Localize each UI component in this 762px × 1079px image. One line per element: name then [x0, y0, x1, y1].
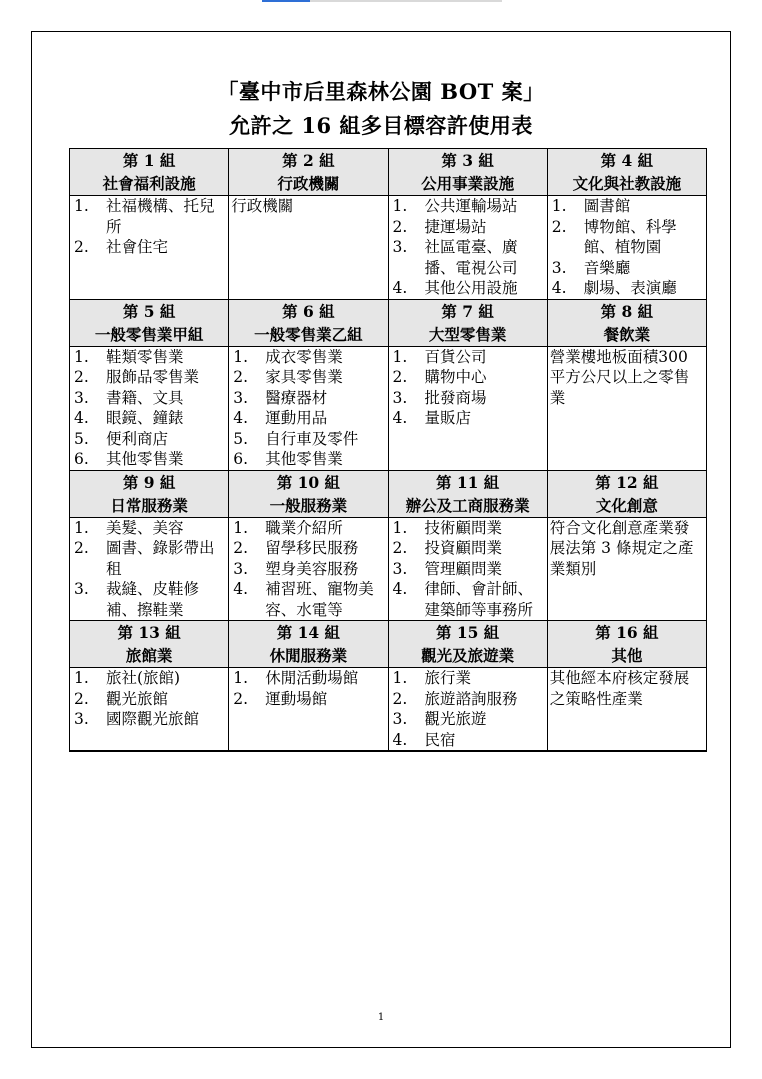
list-item-number: 2.: [551, 217, 567, 236]
list-item-number: 1.: [233, 518, 249, 537]
list-item-number: 3.: [551, 258, 567, 277]
list-item: [229, 408, 387, 429]
list-item-text: 醫療器材: [265, 388, 328, 407]
list-item-number: 2.: [392, 539, 408, 557]
list-item-text: 圖書、錄影帶出租: [106, 539, 215, 578]
list-item-number: 4.: [392, 409, 408, 427]
list-item: [229, 388, 387, 409]
group-item-list: [389, 518, 547, 621]
list-item-text: 裁縫、皮鞋修補、擦鞋業: [106, 580, 200, 619]
group-number: 第 12 組: [595, 472, 659, 492]
list-item: [229, 559, 387, 580]
group-content: [547, 196, 706, 300]
list-item: [389, 237, 547, 278]
group-number: 第 5 組: [122, 301, 176, 321]
group-item-list: [389, 347, 547, 429]
list-item-number: 4.: [392, 730, 408, 749]
list-item: [389, 559, 547, 580]
group-name: 行政機關: [277, 174, 340, 193]
list-item: [229, 367, 387, 388]
list-item-text: 服飾品零售業: [106, 368, 200, 386]
list-item-text: 民宿: [424, 730, 456, 749]
group-content: [70, 196, 229, 300]
list-item: [389, 668, 547, 689]
group-description: 營業樓地板面積300 平方公尺以上之零售業: [549, 347, 690, 407]
list-item: [389, 408, 547, 429]
list-item-text: 律師、會計師、建築師等事務所: [424, 580, 534, 619]
group-content-row: [70, 517, 707, 621]
list-item-text: 職業介紹所: [265, 518, 343, 537]
list-item-number: 1.: [392, 669, 408, 687]
group-name: 文化與社教設施: [572, 174, 682, 193]
list-item-text: 運動場館: [265, 689, 328, 708]
group-name: 觀光及旅遊業: [421, 646, 515, 665]
list-item-text: 書籍、文具: [106, 388, 184, 407]
list-item: [70, 449, 228, 470]
list-item: [389, 538, 547, 559]
list-item-number: 1.: [74, 518, 89, 537]
list-item-text: 百貨公司: [424, 347, 487, 366]
group-content-row: [70, 196, 707, 300]
group-item-list: [229, 518, 387, 621]
list-item-number: 5.: [74, 429, 89, 448]
list-item-text: 成衣零售業: [265, 347, 343, 366]
list-item: [70, 367, 228, 388]
list-item-text: 自行車及零件: [265, 429, 359, 448]
group-header: [229, 470, 388, 517]
list-item-number: 2.: [392, 368, 408, 386]
group-item-list: [229, 347, 387, 470]
page-number: 1: [377, 1012, 385, 1023]
group-name: 大型零售業: [428, 324, 507, 344]
list-item-number: 5.: [233, 429, 249, 448]
list-item-number: 2.: [233, 368, 249, 386]
list-item-number: 3.: [392, 559, 408, 578]
group-name: 日常服務業: [110, 495, 188, 515]
list-item: [548, 278, 706, 299]
list-item: [389, 278, 547, 299]
list-item: [70, 237, 228, 258]
group-number: 第 16 組: [595, 623, 659, 642]
list-item-text: 其他零售業: [106, 450, 184, 468]
group-header: [388, 621, 547, 668]
list-item-text: 國際觀光旅館: [106, 710, 200, 728]
list-item-number: 1.: [233, 347, 249, 366]
list-item: [229, 579, 387, 620]
list-item-number: 3.: [392, 710, 408, 728]
list-item-number: 2.: [74, 238, 89, 256]
group-header: [70, 470, 229, 517]
group-header: [547, 299, 706, 346]
group-name: 一般零售業甲組: [94, 324, 204, 344]
list-item: [70, 709, 228, 730]
group-header: [388, 470, 547, 517]
list-item-number: 1.: [233, 669, 249, 687]
list-item: [229, 668, 387, 689]
list-item: [70, 668, 228, 689]
list-item-text: 社福機構、托兒所: [106, 197, 215, 236]
list-item-text: 旅行業: [424, 669, 472, 687]
group-content: [229, 196, 388, 300]
group-header: [70, 149, 229, 196]
list-item-text: 便利商店: [106, 429, 169, 448]
list-item-text: 量販店: [424, 409, 472, 427]
group-description: 行政機關: [231, 197, 294, 215]
list-item-number: 2.: [74, 368, 89, 386]
list-item-text: 圖書館: [583, 197, 631, 215]
group-number: 第 8 組: [600, 301, 654, 321]
group-content: [388, 196, 547, 300]
list-item: [548, 258, 706, 279]
list-item-text: 塑身美容服務: [265, 559, 359, 578]
list-item-text: 運動用品: [265, 409, 328, 427]
list-item-number: 1.: [74, 669, 89, 687]
list-item-text: 劇場、表演廳: [583, 279, 677, 297]
group-item-list: [229, 668, 387, 709]
group-item-list: [70, 196, 228, 258]
group-content-row: [70, 346, 707, 470]
list-item-text: 其他公用設施: [424, 279, 518, 297]
group-header-row: [70, 621, 707, 668]
list-item-text: 旅社(旅館): [106, 669, 181, 687]
group-name: 文化創意: [595, 495, 658, 515]
group-header: [70, 621, 229, 668]
list-item-number: 1.: [392, 347, 408, 366]
list-item: [229, 689, 387, 710]
list-item-text: 公共運輸場站: [424, 197, 518, 215]
group-number: 第 9 組: [122, 472, 176, 492]
list-item: [389, 347, 547, 368]
group-header: [70, 299, 229, 346]
list-item: [389, 730, 547, 751]
list-item: [70, 408, 228, 429]
list-item-text: 觀光旅館: [106, 689, 169, 708]
group-header-row: [70, 470, 707, 517]
group-content: [229, 517, 388, 621]
group-number: 第 13 組: [117, 623, 181, 642]
group-name: 公用事業設施: [421, 174, 515, 193]
list-item: [389, 196, 547, 217]
group-header: [229, 149, 388, 196]
list-item-number: 4.: [233, 580, 249, 598]
list-item: [70, 518, 228, 539]
list-item-text: 休閒活動場館: [265, 669, 359, 687]
list-item-number: 2.: [233, 689, 249, 708]
list-item-number: 4.: [551, 279, 567, 297]
group-header-row: [70, 149, 707, 196]
group-content: [70, 517, 229, 621]
list-item-number: 3.: [74, 388, 89, 407]
group-number: 第 1 組: [122, 151, 176, 170]
group-header: [547, 621, 706, 668]
list-item-number: 4.: [392, 580, 408, 598]
group-number: 第 4 組: [600, 151, 654, 170]
list-item-number: 6.: [74, 450, 89, 468]
group-number: 第 11 組: [435, 472, 500, 492]
group-number: 第 10 組: [276, 472, 341, 492]
list-item: [389, 388, 547, 409]
list-item-number: 4.: [74, 409, 89, 427]
list-item-text: 博物館、科學館、植物園: [583, 217, 677, 256]
list-item-text: 社區電臺、廣播、電視公司: [424, 238, 518, 277]
list-item: [389, 217, 547, 238]
group-item-list: [70, 518, 228, 621]
list-item-number: 1.: [74, 197, 89, 215]
list-item-number: 3.: [74, 580, 89, 598]
list-item-text: 旅遊諮詢服務: [424, 689, 518, 708]
group-item-list: [70, 347, 228, 470]
group-item-list: [389, 196, 547, 299]
list-item-text: 美髮、美容: [106, 518, 184, 537]
group-name: 一般服務業: [269, 495, 348, 515]
group-header: [547, 470, 706, 517]
list-item-text: 補習班、寵物美容、水電等: [265, 580, 374, 619]
list-item: [548, 217, 706, 258]
list-item-text: 留學移民服務: [265, 539, 359, 557]
usage-groups-table: [69, 148, 707, 752]
header-rule: [310, 0, 502, 2]
list-item-number: 2.: [392, 217, 408, 236]
list-item-text: 技術顧問業: [424, 518, 503, 537]
list-item: [389, 367, 547, 388]
document-subtitle: 允許之 16 組多目標容許使用表: [229, 113, 533, 138]
list-item: [70, 689, 228, 710]
document-title: 「臺中市后里森林公園 BOT 案」: [217, 79, 545, 104]
list-item: [229, 347, 387, 368]
group-content: [547, 517, 706, 621]
list-item-text: 社會住宅: [106, 238, 169, 256]
list-item-number: 1.: [551, 197, 567, 215]
list-item: [548, 196, 706, 217]
list-item-number: 3.: [233, 559, 249, 578]
group-content: [229, 668, 388, 752]
group-header: [229, 299, 388, 346]
list-item: [70, 538, 228, 579]
list-item: [389, 579, 547, 620]
list-item-number: 2.: [392, 689, 408, 708]
group-name: 其他: [611, 646, 643, 665]
list-item-text: 捷運場站: [424, 217, 487, 236]
list-item-number: 2.: [233, 539, 249, 557]
list-item: [70, 388, 228, 409]
list-item-number: 4.: [233, 409, 249, 427]
group-content: [388, 668, 547, 752]
list-item-number: 3.: [74, 710, 89, 728]
list-item-number: 2.: [74, 689, 89, 708]
group-number: 第 15 組: [435, 623, 500, 642]
list-item-number: 6.: [233, 450, 249, 468]
list-item-text: 批發商場: [424, 388, 487, 407]
list-item-number: 4.: [392, 279, 408, 297]
list-item-text: 音樂廳: [583, 258, 631, 277]
list-item-number: 1.: [392, 518, 408, 537]
group-item-list: [389, 668, 547, 750]
list-item-number: 2.: [74, 539, 89, 557]
list-item-number: 3.: [392, 388, 408, 407]
group-number: 第 3 組: [441, 151, 494, 170]
group-number: 第 2 組: [282, 151, 335, 170]
list-item: [389, 689, 547, 710]
list-item: [229, 429, 387, 450]
list-item: [389, 709, 547, 730]
group-name: 辦公及工商服務業: [405, 495, 530, 515]
group-header: [229, 621, 388, 668]
list-item-text: 管理顧問業: [424, 559, 503, 578]
group-content: [70, 346, 229, 470]
group-number: 第 7 組: [441, 301, 494, 321]
list-item: [229, 538, 387, 559]
group-content: [547, 346, 706, 470]
list-item-number: 3.: [392, 238, 408, 256]
group-content: [547, 668, 706, 752]
list-item: [70, 347, 228, 368]
list-item: [70, 429, 228, 450]
group-description: 符合文化創意產業發展法第 3 條規定之產業類別: [549, 518, 694, 578]
list-item-text: 投資顧問業: [424, 539, 503, 557]
group-content: [388, 346, 547, 470]
group-item-list: [548, 196, 706, 299]
list-item-text: 觀光旅遊: [424, 710, 487, 728]
list-item: [70, 579, 228, 620]
group-header: [547, 149, 706, 196]
header-accent-bar: [262, 0, 310, 2]
list-item-text: 鞋類零售業: [106, 347, 184, 366]
list-item-number: 1.: [74, 347, 89, 366]
list-item: [389, 518, 547, 539]
group-number: 第 6 組: [282, 301, 335, 321]
group-number: 第 14 組: [276, 623, 341, 642]
list-item-number: 3.: [233, 388, 249, 407]
group-content: [388, 517, 547, 621]
group-name: 旅館業: [125, 646, 173, 665]
group-name: 餐飲業: [603, 324, 651, 344]
list-item-text: 家具零售業: [265, 368, 343, 386]
group-name: 休閒服務業: [269, 646, 348, 665]
list-item: [229, 449, 387, 470]
group-item-list: [70, 668, 228, 730]
list-item: [70, 196, 228, 237]
list-item-number: 1.: [392, 197, 408, 215]
list-item-text: 購物中心: [424, 368, 487, 386]
group-header: [388, 299, 547, 346]
group-description: 其他經本府核定發展之策略性產業: [549, 669, 690, 708]
list-item-text: 眼鏡、鐘錶: [106, 409, 184, 427]
group-header: [388, 149, 547, 196]
group-content: [70, 668, 229, 752]
list-item-text: 其他零售業: [265, 450, 343, 468]
group-name: 一般零售業乙組: [254, 324, 363, 344]
group-content: [229, 346, 388, 470]
group-header-row: [70, 299, 707, 346]
group-content-row: [70, 668, 707, 752]
list-item: [229, 518, 387, 539]
group-name: 社會福利設施: [102, 174, 196, 193]
